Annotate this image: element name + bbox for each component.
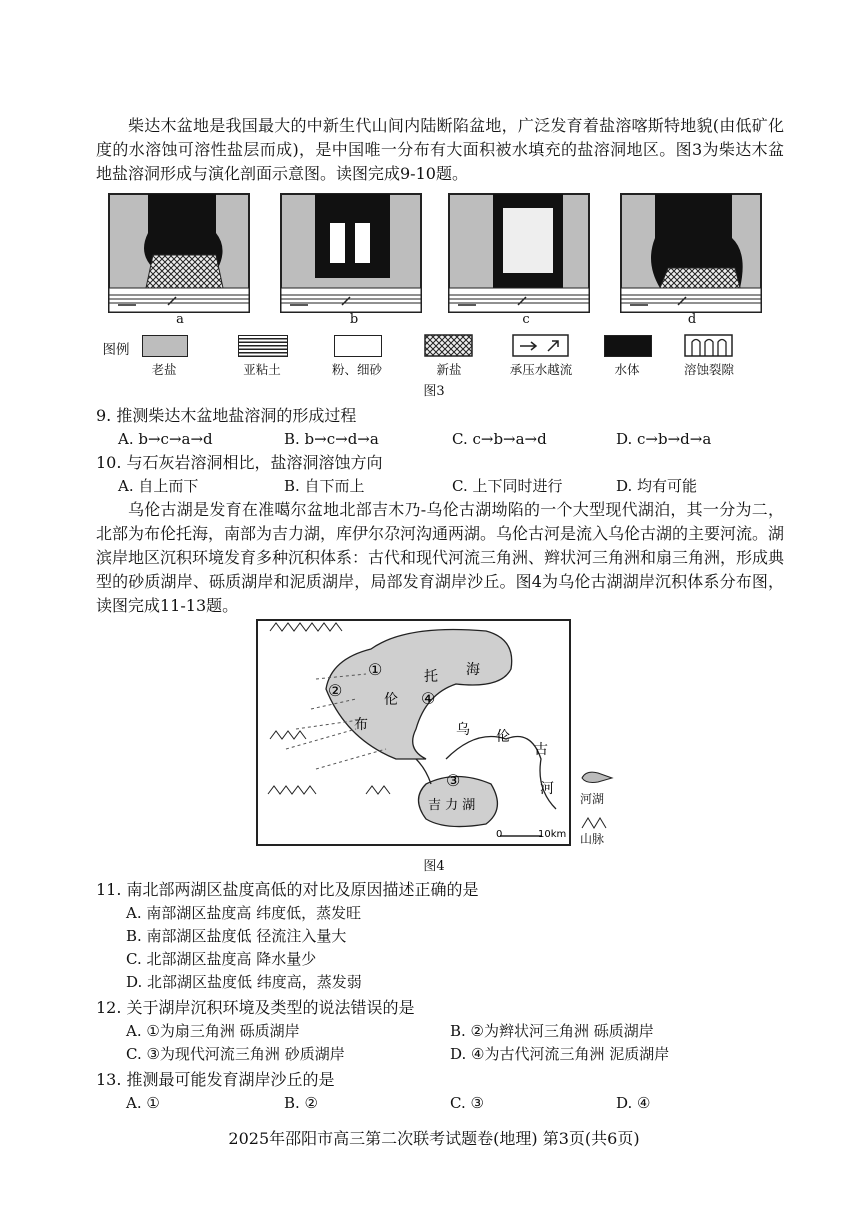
- legend-swatch-fissure: [684, 334, 734, 358]
- river-label-gu: 古: [534, 742, 548, 758]
- legend-label-fissure: 溶蚀裂隙: [683, 362, 734, 377]
- q11-option-d[interactable]: D. 北部湖区盐度低 纬度高，蒸发弱: [126, 973, 362, 991]
- q10-option-a[interactable]: A. 自上而下: [118, 477, 199, 495]
- panel-label-d: d: [687, 312, 697, 327]
- legend-label-old-salt: 老盐: [151, 362, 177, 377]
- lake-label-tuo: 托: [424, 669, 438, 685]
- page-footer: 2025年邵阳市高三第二次联考试题卷(地理) 第3页(共6页): [228, 1129, 640, 1148]
- legend-label-clay: 亚粘土: [243, 362, 281, 377]
- lake-label-lun: 伦: [384, 692, 398, 708]
- intro-paragraph-1: 柴达木盆地是我国最大的中新生代山间内陆断陷盆地，广泛发育着盐溶喀斯特地貌(由低矿化度的水溶蚀可溶性盐层而成)，是中国唯一分布有大面积被水填充的盐溶洞地区。图3为柴达木盆地盐溶洞形成与演化剖面示意图。读图完成9-10题。: [96, 116, 784, 183]
- q12-option-c[interactable]: C. ③为现代河流三角洲 砂质湖岸: [126, 1045, 345, 1063]
- q13-option-d[interactable]: D. ④: [616, 1094, 651, 1112]
- lake-label-bu: 布: [354, 717, 368, 733]
- panel-c: [448, 193, 590, 313]
- river-label-lun: 伦: [496, 729, 510, 745]
- marker-2: ②: [328, 681, 343, 700]
- question-10-stem: 10. 与石灰岩溶洞相比，盐溶洞溶蚀方向: [96, 453, 383, 472]
- panel-a: [108, 193, 250, 313]
- q9-option-d[interactable]: D. c→b→d→a: [616, 430, 712, 448]
- legend-river-lake-icon: [578, 768, 618, 788]
- legend-swatch-sand: [334, 335, 382, 357]
- legend-swatch-water: [604, 335, 652, 357]
- q11-option-b[interactable]: B. 南部湖区盐度低 径流注入量大: [126, 927, 347, 945]
- q13-option-b[interactable]: B. ②: [284, 1094, 319, 1112]
- q12-option-b[interactable]: B. ②为辫状河三角洲 砾质湖岸: [450, 1022, 654, 1040]
- legend-label-sand: 粉、细砂: [331, 362, 382, 377]
- legend-river-lake: 河湖: [579, 792, 604, 806]
- q13-option-c[interactable]: C. ③: [450, 1094, 484, 1112]
- legend-mountain: 山脉: [579, 832, 604, 846]
- q10-option-d[interactable]: D. 均有可能: [616, 477, 698, 495]
- q11-option-a[interactable]: A. 南部湖区盐度高 纬度低，蒸发旺: [126, 904, 362, 922]
- legend-title: 图例: [102, 342, 130, 358]
- intro-paragraph-2: 乌伦古湖是发育在准噶尔盆地北部吉木乃-乌伦古湖坳陷的一个大型现代湖泊，其一分为二，北部为布伦托海，南部为吉力湖，库伊尔尕河沟通两湖。乌伦古河是流入乌伦古湖的主要河流。湖滨岸地区沉积环境发育多种沉积体系：古代和现代河流三角洲、辫状河三角洲和扇三角洲，形成典型的砂质湖岸、砾质湖岸和泥质湖岸，局部发育湖岸沙丘。图4为乌伦古湖湖岸沉积体系分布图，读图完成11-13题。: [96, 500, 785, 615]
- question-12-stem: 12. 关于湖岸沉积环境及类型的说法错误的是: [96, 998, 415, 1017]
- figure-4-caption: 图4: [423, 859, 445, 874]
- panel-b: [280, 193, 422, 313]
- q9-option-a[interactable]: A. b→c→a→d: [118, 430, 213, 448]
- scale-zero: 0: [496, 829, 503, 840]
- lake-map: [256, 619, 572, 847]
- legend-mountain-icon: [580, 812, 610, 830]
- q10-option-b[interactable]: B. 自下而上: [284, 477, 365, 495]
- marker-4: ④: [421, 689, 436, 708]
- legend-swatch-new-salt: [424, 334, 474, 358]
- marker-3: ③: [446, 771, 461, 790]
- river-label-he: 河: [540, 781, 554, 797]
- panel-d: [620, 193, 762, 313]
- legend-swatch-clay: [238, 335, 288, 357]
- marker-1: ①: [368, 660, 383, 679]
- legend-label-flow: 承压水越流: [509, 362, 573, 377]
- lake-label-hai: 海: [466, 662, 480, 678]
- legend-label-new-salt: 新盐: [436, 362, 462, 377]
- panel-label-c: c: [522, 312, 530, 327]
- scale-km: 10km: [538, 829, 567, 840]
- figure-3-caption: 图3: [423, 384, 445, 399]
- panel-label-a: a: [176, 312, 184, 327]
- q12-option-a[interactable]: A. ①为扇三角洲 砾质湖岸: [126, 1022, 300, 1040]
- q10-option-c[interactable]: C. 上下同时进行: [452, 477, 563, 495]
- question-9-stem: 9. 推测柴达木盆地盐溶洞的形成过程: [96, 406, 357, 425]
- q11-option-c[interactable]: C. 北部湖区盐度高 降水量少: [126, 950, 317, 968]
- lake-label-jili: 吉 力 湖: [428, 798, 476, 813]
- q12-option-d[interactable]: D. ④为古代河流三角洲 泥质湖岸: [450, 1045, 670, 1063]
- legend-swatch-flow-arrow: [512, 334, 570, 358]
- panel-label-b: b: [349, 312, 359, 327]
- q13-option-a[interactable]: A. ①: [126, 1094, 160, 1112]
- question-13-stem: 13. 推测最可能发育湖岸沙丘的是: [96, 1070, 335, 1089]
- q9-option-c[interactable]: C. c→b→a→d: [452, 430, 547, 448]
- q9-option-b[interactable]: B. b→c→d→a: [284, 430, 379, 448]
- river-label-wu: 乌: [456, 722, 470, 738]
- legend-label-water: 水体: [614, 362, 640, 377]
- question-11-stem: 11. 南北部两湖区盐度高低的对比及原因描述正确的是: [96, 880, 479, 899]
- legend-swatch-old-salt: [142, 335, 188, 357]
